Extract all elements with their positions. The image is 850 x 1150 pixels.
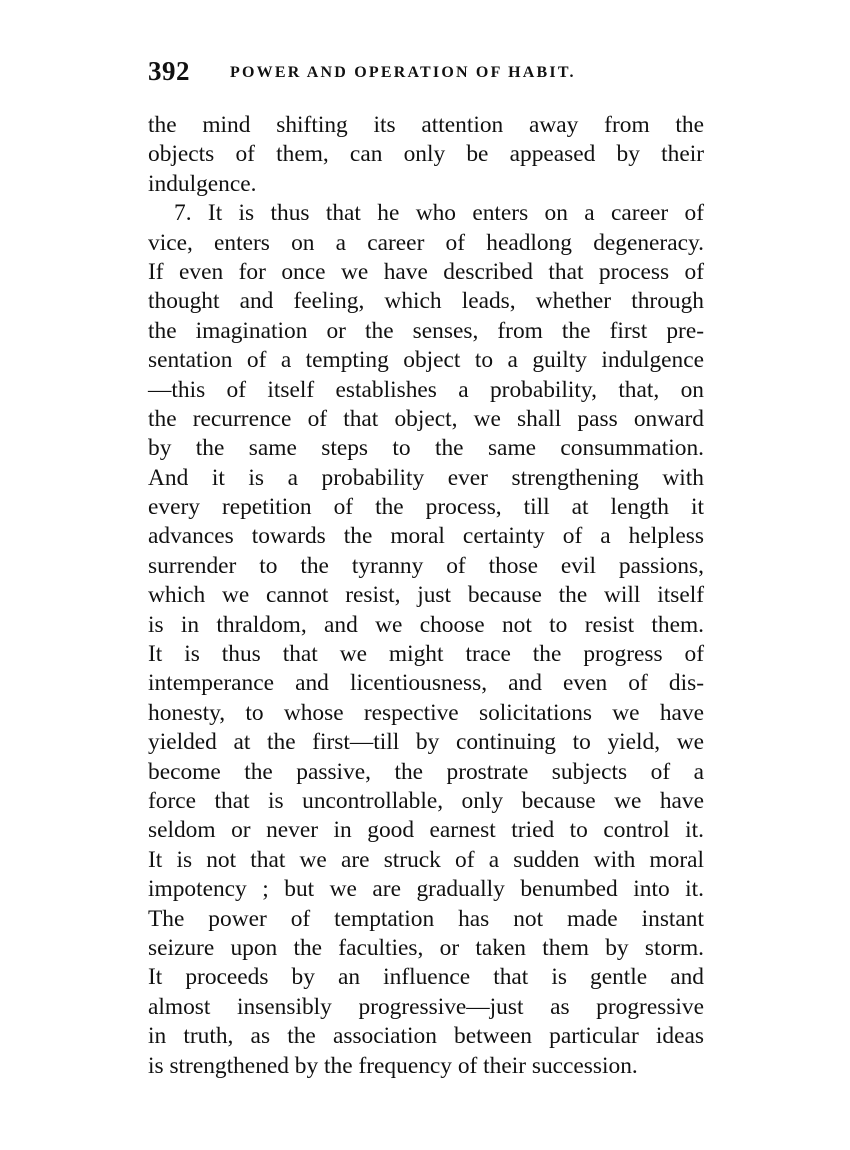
running-title: POWER AND OPERATION OF HABIT. (230, 64, 576, 81)
text-line: —this of itself establishes a probability, that, on (148, 376, 704, 403)
text-line: It proceeds by an influence that is gentle and (148, 964, 704, 991)
text-line: The power of temptation has not made instant (148, 905, 704, 932)
text-line: in truth, as the association between particular ideas (148, 1023, 704, 1050)
text-line: indulgence. (148, 170, 257, 197)
text-line: sentation of a tempting object to a guilty indulgence (148, 347, 704, 374)
text-line: the mind shifting its attention away from the (148, 112, 704, 138)
text-line: objects of them, can only be appeased by their (148, 141, 704, 168)
text-line: And it is a probability ever strengthening with (148, 464, 704, 491)
text-line: It is thus that we might trace the progress of (148, 641, 704, 668)
text-line: by the same steps to the same consummation. (148, 435, 704, 462)
text-line: the recurrence of that object, we shall pass onward (148, 405, 704, 432)
text-line: vice, enters on a career of headlong degeneracy. (148, 229, 704, 256)
text-line: If even for once we have described that process of (148, 258, 704, 285)
text-line: every repetition of the process, till at length it (148, 494, 704, 521)
text-line: intemperance and licentiousness, and even of dis- (148, 670, 704, 697)
text-line: thought and feeling, which leads, whether through (148, 288, 704, 315)
text-line: surrender to the tyranny of those evil passions, (148, 552, 704, 579)
text-line: is strengthened by the frequency of their succession. (148, 1052, 638, 1079)
text-line: honesty, to whose respective solicitations we have (148, 699, 704, 726)
paragraph-start-line: 7. It is thus that he who enters on a career of (174, 200, 704, 227)
running-head (148, 56, 708, 90)
text-line: almost insensibly progressive—just as progressive (148, 993, 704, 1020)
text-line: force that is uncontrollable, only because we have (148, 787, 704, 814)
text-line: seizure upon the faculties, or taken them by storm. (148, 934, 704, 961)
text-line: which we cannot resist, just because the will itself (148, 582, 704, 609)
text-line: the imagination or the senses, from the first pre- (148, 317, 704, 344)
text-line: yielded at the first—till by continuing to yield, we (148, 729, 704, 756)
page-number: 392 (148, 56, 190, 86)
text-line: advances towards the moral certainty of a helpless (148, 523, 704, 550)
text-line: It is not that we are struck of a sudden with moral (148, 846, 704, 873)
body-text (148, 111, 704, 1081)
text-line: become the passive, the prostrate subjects of a (148, 758, 704, 785)
text-line: is in thraldom, and we choose not to resist them. (148, 611, 704, 638)
text-line: seldom or never in good earnest tried to control it. (148, 817, 704, 844)
text-line: impotency ; but we are gradually benumbed into it. (148, 876, 704, 903)
